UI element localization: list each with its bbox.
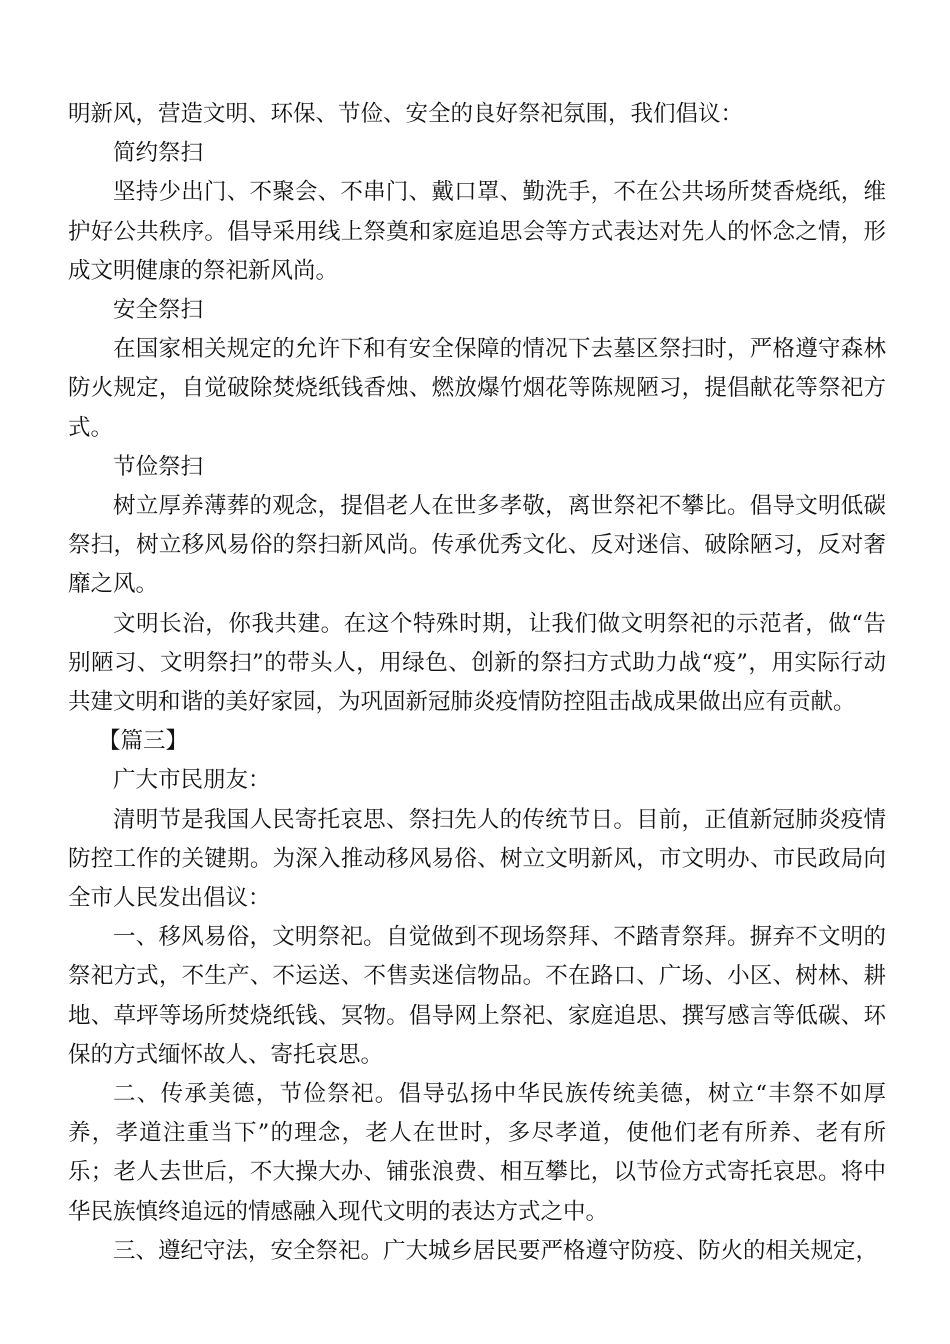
paragraph-civilization-closing: 文明长治，你我共建。在这个特殊时期，让我们做文明祭祀的示范者，做“告别陋习、文明祭扫”的带头人，用绿色、创新的祭扫方式助力战“疫”，用实际行动共建文明和谐的美好家园，为巩固新冠肺炎疫情防控阻击战成果做出应有贡献。 <box>68 610 886 716</box>
paragraph-simple-sweeping: 坚持少出门、不聚会、不串门、戴口罩、勤洗手，不在公共场所焚香烧纸，维护好公共秩序。倡导采用线上祭奠和家庭追思会等方式表达对先人的怀念之情，形成文明健康的祭祀新风尚。 <box>68 179 886 284</box>
paragraph-point-three: 三、遵纪守法，安全祭祀。广大城乡居民要严格遵守防疫、防火的相关规定， <box>113 1237 879 1264</box>
paragraph-qingming-intro: 清明节是我国人民寄托哀思、祭扫先人的传统节日。目前，正值新冠肺炎疫情防控工作的关键期。为深入推动移风易俗、树立文明新风，市文明办、市民政局向全市人民发出倡议： <box>68 806 886 912</box>
paragraph-frugal-sweeping: 树立厚养薄葬的观念，提倡老人在世多孝敬，离世祭祀不攀比。倡导文明低碳祭扫，树立移风易俗的祭扫新风尚。传承优秀文化、反对迷信、破除陋习，反对奢靡之风。 <box>68 493 886 598</box>
section-title-part-three: 【篇三】 <box>98 728 189 755</box>
paragraph-intro-continuation: 明新风，营造文明、环保、节俭、安全的良好祭祀氛围，我们倡议： <box>68 101 744 127</box>
section-heading-safe-sweeping: 安全祭扫 <box>113 297 204 324</box>
section-heading-simple-sweeping: 简约祭扫 <box>113 140 204 167</box>
section-heading-frugal-sweeping: 节俭祭扫 <box>113 453 204 480</box>
paragraph-point-two: 二、传承美德，节俭祭祀。倡导弘扬中华民族传统美德，树立“丰祭不如厚养，孝道注重当下”的理念，老人在世时，多尽孝道，使他们老有所养、老有所乐；老人去世后，不大操大办、铺张浪费、相互攀比，以节俭方式寄托哀思。将中华民族慎终追远的情感融入现代文明的表达方式之中。 <box>68 1081 886 1225</box>
salutation: 广大市民朋友： <box>113 767 271 794</box>
paragraph-point-one: 一、移风易俗，文明祭祀。自觉做到不现场祭拜、不踏青祭拜。摒弃不文明的祭祀方式，不生产、不运送、不售卖迷信物品。不在路口、广场、小区、树林、耕地、草坪等场所焚烧纸钱、冥物。倡导网上祭祀、家庭追思、撰写感言等低碳、环保的方式缅怀故人、寄托哀思。 <box>68 924 886 1068</box>
paragraph-safe-sweeping: 在国家相关规定的允许下和有安全保障的情况下去墓区祭扫时，严格遵守森林防火规定，自觉破除焚烧纸钱香烛、燃放爆竹烟花等陈规陋习，提倡献花等祭祀方式。 <box>68 336 886 441</box>
document-body <box>68 95 886 1271</box>
